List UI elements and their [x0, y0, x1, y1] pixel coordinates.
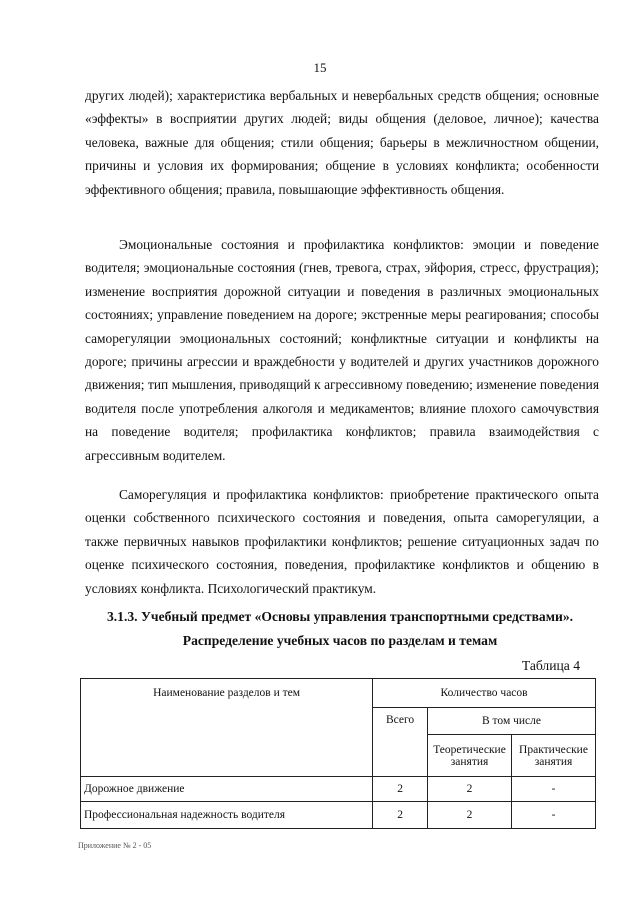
row-theory: 2 [428, 802, 512, 829]
row-total: 2 [373, 802, 428, 829]
header-hours: Количество часов [373, 679, 596, 708]
table-label: Таблица 4 [521, 658, 580, 673]
header-practice: Практические занятия [512, 735, 596, 777]
header-including: В том числе [428, 708, 596, 735]
section-heading: 3.1.3. Учебный предмет «Основы управления транспортными средствами». [106, 609, 574, 624]
row-name: Дорожное движение [81, 777, 373, 802]
paragraph-communication: других людей); характеристика вербальных и невербальных средств общения; основные «эффекты» в восприятии других людей; виды общения (деловое, личное); качества человека, важные для общения; стили общения; барьеры в межличностном общении, причины и условия их формирования; общение в условиях конфликта; особенности эффективного общения; правила, повышающие эффективность общения. [85, 88, 599, 197]
row-theory: 2 [428, 777, 512, 802]
page-number: 15 [313, 60, 327, 75]
row-practice: - [512, 777, 596, 802]
table-subheading: Распределение учебных часов по разделам и темам [182, 633, 498, 648]
row-practice: - [512, 802, 596, 829]
footer-note: Приложение № 2 - 05 [78, 841, 152, 850]
header-total: Всего [373, 708, 428, 777]
header-section-name: Наименование разделов и тем [81, 679, 373, 777]
row-total: 2 [373, 777, 428, 802]
table-row [81, 802, 596, 829]
table-row [81, 777, 596, 802]
header-theory: Теоретические занятия [428, 735, 512, 777]
row-name: Профессиональная надежность водителя [81, 802, 373, 829]
paragraph-emotional-states: Эмоциональные состояния и профилактика конфликтов: эмоции и поведение водителя; эмоциональные состояния (гнев, тревога, страх, эйфория, стресс, фрустрация); изменение восприятия дорожной ситуации и поведения в различных эмоциональных состояниях; управление поведением на дороге; экстренные меры реагирования; способы саморегуляции эмоциональных состояний; конфликтные ситуации и конфликты на дороге; причины агрессии и враждебности у водителей и других участников дорожного движения; тип мышления, приводящий к агрессивному поведению; изменение поведения водителя после употребления алкоголя и медикаментов; влияние плохого самочувствия на поведение водителя; профилактика конфликтов; правила взаимодействия с агрессивным водителем. [85, 237, 599, 463]
paragraph-self-regulation: Саморегуляция и профилактика конфликтов: приобретение практического опыта оценки собственного психического состояния и поведения, опыта саморегуляции, а также первичных навыков профилактики конфликтов; решение ситуационных задач по оценке психического состояния, поведения, профилактике конфликтов и общению в условиях конфликта. Психологический практикум. [85, 487, 599, 596]
hours-table [80, 678, 596, 829]
